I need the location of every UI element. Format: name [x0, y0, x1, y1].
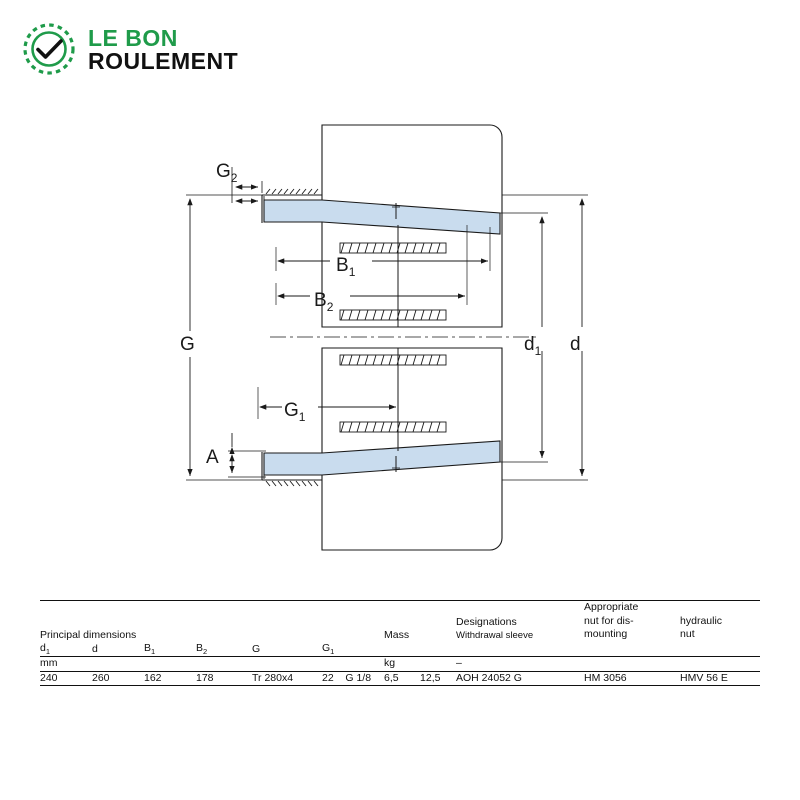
symbol-B1-sub: 1	[151, 647, 156, 657]
symbol-hydraulic-spacer	[680, 642, 760, 657]
value-d1: 240	[40, 671, 92, 685]
unit-hydraulic-blank	[680, 657, 760, 671]
value-nut-for-dismounting: HM 3056	[584, 671, 680, 685]
label-G1: $G_1$	[284, 400, 306, 424]
label-d: d	[570, 334, 581, 355]
symbol-d1-sub: 1	[45, 647, 51, 657]
header-designations	[456, 601, 584, 642]
header-designations-subtitle: Withdrawal sleeve	[456, 629, 534, 641]
value-mass-1: 6,5	[384, 671, 420, 685]
symbol-mass-spacer	[384, 642, 456, 657]
value-G1: G 1/8	[345, 671, 372, 684]
nut-line-2: nut for dis-	[584, 614, 634, 627]
symbol-d1-base: d	[40, 641, 46, 654]
header-designations-title: Designations	[456, 615, 517, 628]
hydraulic-line-1: hydraulic	[680, 614, 723, 627]
label-G: G	[180, 334, 195, 355]
table-symbol-row	[40, 642, 760, 657]
label-G2: $G_2$	[216, 161, 238, 185]
symbol-nut-spacer	[584, 642, 680, 657]
bearing-logo-icon	[22, 22, 76, 76]
label-d1: $d_1$	[524, 334, 542, 358]
symbol-G1-base: G	[322, 641, 331, 654]
brand-logo	[22, 22, 238, 76]
table-row	[40, 671, 760, 685]
value-withdrawal-sleeve: AOH 24052 G	[456, 671, 584, 685]
table-units-row	[40, 657, 760, 671]
header-mass: Mass	[384, 601, 456, 642]
nut-line-3: mounting	[584, 628, 628, 641]
value-d: 260	[92, 671, 144, 685]
header-nut-for-dismounting	[584, 601, 680, 642]
value-mass-2: 12,5	[420, 671, 456, 685]
symbol-B2	[196, 642, 252, 657]
symbol-B1-base: B	[144, 641, 152, 654]
symbol-d: d	[92, 643, 98, 656]
symbol-G: G	[252, 643, 261, 656]
label-B2: $B_2$	[314, 290, 334, 314]
brand-line-2: ROULEMENT	[88, 48, 239, 74]
value-B1: 162	[144, 671, 196, 685]
value-G-extra	[322, 671, 384, 685]
unit-designations-dash: –	[456, 657, 584, 671]
table-group-header-row	[40, 601, 760, 642]
unit-nut-blank	[584, 657, 680, 671]
header-hydraulic-nut	[680, 601, 760, 642]
value-hydraulic-nut: HMV 56 E	[680, 671, 760, 685]
brand-line-1: LE BON	[88, 24, 178, 51]
symbol-d1	[40, 642, 92, 657]
value-G-extra-number: 22	[322, 671, 334, 684]
header-principal-dimensions: Principal dimensions	[40, 601, 384, 642]
label-A: A	[206, 447, 219, 468]
nut-line-1: Appropriate	[584, 601, 639, 613]
label-B1: $B_1$	[336, 255, 356, 279]
value-G: Tr 280x4	[252, 671, 322, 685]
hydraulic-line-2: nut	[680, 628, 695, 641]
symbol-G1	[322, 642, 384, 657]
symbol-B1	[144, 642, 196, 657]
symbol-designation-spacer	[456, 642, 584, 657]
symbol-G1-sub: 1	[330, 647, 335, 657]
symbol-B2-base: B	[196, 641, 204, 654]
specification-table	[40, 600, 760, 686]
brand-wordmark	[88, 25, 238, 74]
technical-drawing	[0, 95, 800, 585]
symbol-B2-sub: 2	[203, 647, 208, 657]
unit-mm: mm	[40, 657, 384, 671]
unit-kg: kg	[384, 657, 456, 671]
value-B2: 178	[196, 671, 252, 685]
